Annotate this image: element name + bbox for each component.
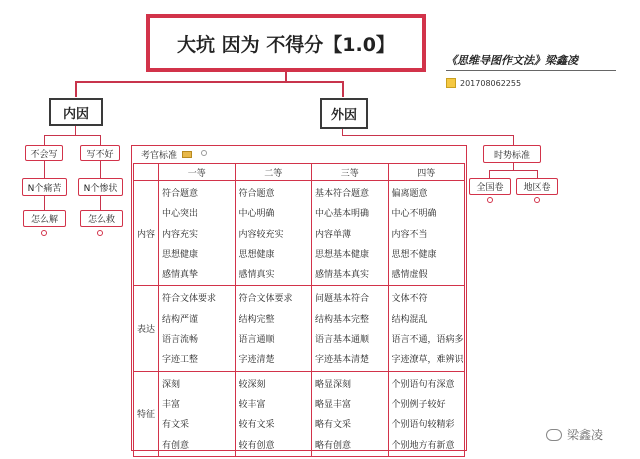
standards-table	[133, 163, 465, 457]
cell-line: 文体不符	[391, 294, 428, 305]
node-national-paper[interactable]: 全国卷	[469, 178, 511, 195]
header-cell: 三等	[312, 164, 389, 181]
cell-line: 较有创意	[238, 440, 275, 451]
cell-line: 感情真挚	[162, 270, 199, 281]
cell-line: 符合题意	[162, 189, 199, 199]
cell-line: 较丰富	[238, 399, 266, 410]
cell-line: 思想健康	[238, 249, 275, 260]
cell-line: 结构基本完整	[315, 314, 370, 325]
node-n-pains[interactable]: N个痛苦	[22, 178, 67, 196]
table-row	[134, 286, 465, 371]
cell-line: 内容充实	[162, 229, 199, 240]
date-text: 201708062255	[460, 78, 522, 88]
cell-line: 思想基本健康	[315, 249, 370, 260]
header-row	[134, 164, 465, 181]
cell-line: 个别例子较好	[391, 399, 446, 410]
cell-line: 较深刻	[238, 379, 266, 390]
table-cell	[312, 371, 389, 456]
cell-line: 偏离题意	[391, 189, 428, 199]
cell-line: 中心不明确	[391, 209, 437, 220]
topic-inner[interactable]: 内因	[49, 98, 103, 126]
cell-line: 结构严谨	[162, 314, 199, 325]
cell-line: 个别语句有深意	[391, 379, 455, 390]
header-cell: 四等	[388, 164, 465, 181]
cell-line: 字迹基本清楚	[315, 355, 370, 366]
row-header: 表达	[134, 286, 159, 371]
header-cell: 二等	[235, 164, 312, 181]
node-cant-write[interactable]: 不会写	[25, 145, 63, 161]
row-header: 内容	[134, 181, 159, 286]
table-cell	[312, 286, 389, 371]
cell-line: 基本符合题意	[315, 189, 370, 199]
cell-line: 略有文采	[315, 420, 352, 431]
note-icon	[446, 78, 456, 88]
table-cell	[235, 181, 312, 286]
table-cell	[159, 371, 236, 456]
cell-line: 字迹清楚	[238, 355, 275, 366]
node-write-poorly[interactable]: 写不好	[80, 145, 120, 161]
cell-line: 语言流畅	[162, 335, 199, 346]
node-n-tragedies[interactable]: N个惨状	[78, 178, 123, 196]
table-row	[134, 181, 465, 286]
table-cell	[388, 286, 465, 371]
cell-line: 字迹潦草，难辨识	[391, 355, 464, 366]
table-cell	[159, 286, 236, 371]
cell-line: 内容较充实	[238, 229, 284, 240]
node-how-solve[interactable]: 怎么解	[23, 210, 66, 227]
cell-line: 语言不通，语病多	[391, 335, 464, 346]
node-trend-standard[interactable]: 时势标准	[483, 145, 541, 163]
cell-line: 语言基本通顺	[315, 335, 370, 346]
cell-line: 个别地方有新意	[391, 440, 455, 451]
table-cell	[235, 286, 312, 371]
cell-line: 符合文体要求	[238, 294, 293, 305]
main-topic[interactable]: 大坑 因为 不得分【1.0】	[146, 14, 426, 72]
cell-line: 有文采	[162, 420, 190, 431]
cell-line: 符合文体要求	[162, 294, 217, 305]
cell-line: 中心明确	[238, 209, 275, 220]
node-how-save[interactable]: 怎么救	[80, 210, 123, 227]
cell-line: 感情基本真实	[315, 270, 370, 281]
cell-line: 问题基本符合	[315, 294, 370, 305]
cell-line: 思想健康	[162, 249, 199, 260]
cell-line: 深刻	[162, 379, 181, 390]
collapse-icon[interactable]	[201, 150, 207, 156]
row-header: 特征	[134, 371, 159, 456]
expand-dot[interactable]	[97, 230, 103, 236]
panel-title[interactable]	[141, 148, 192, 161]
cell-line: 有创意	[162, 440, 190, 451]
cell-line: 感情虚假	[391, 270, 428, 281]
cell-line: 中心突出	[162, 209, 199, 220]
expand-dot[interactable]	[41, 230, 47, 236]
cell-line: 内容不当	[391, 229, 428, 240]
table-row	[134, 371, 465, 456]
table-cell	[388, 181, 465, 286]
cell-line: 略显深刻	[315, 379, 352, 390]
node-regional-paper[interactable]: 地区卷	[516, 178, 558, 195]
cell-line: 语言通顺	[238, 335, 275, 346]
book-title: 《思维导图作文法》梁鑫凌	[446, 54, 578, 67]
edit-icon[interactable]	[182, 151, 192, 158]
cell-line: 略显丰富	[315, 399, 352, 410]
cell-line: 较有文采	[238, 420, 275, 431]
cell-line: 字迹工整	[162, 355, 199, 366]
divider	[446, 70, 616, 71]
date-badge	[446, 76, 521, 90]
table-cell	[235, 371, 312, 456]
cell-line: 个别语句较精彩	[391, 420, 455, 431]
cell-line: 结构完整	[238, 314, 275, 325]
cell-line: 符合题意	[238, 189, 275, 199]
corner-cell	[134, 164, 159, 181]
cell-line: 中心基本明确	[315, 209, 370, 220]
cell-line: 内容单薄	[315, 229, 352, 240]
table-cell	[312, 181, 389, 286]
topic-outer[interactable]: 外因	[320, 98, 368, 129]
expand-dot[interactable]	[534, 197, 540, 203]
cell-line: 丰富	[162, 399, 181, 410]
cell-line: 结构混乱	[391, 314, 428, 325]
cell-line: 略有创意	[315, 440, 352, 451]
expand-dot[interactable]	[487, 197, 493, 203]
header-cell: 一等	[159, 164, 236, 181]
table-cell	[388, 371, 465, 456]
wechat-icon	[546, 429, 562, 441]
watermark	[546, 426, 603, 443]
watermark-text: 梁鑫凌	[567, 428, 604, 442]
cell-line: 思想不健康	[391, 249, 437, 260]
table-cell	[159, 181, 236, 286]
panel-title-text: 考官标准	[141, 151, 178, 161]
cell-line: 感情真实	[238, 270, 275, 281]
